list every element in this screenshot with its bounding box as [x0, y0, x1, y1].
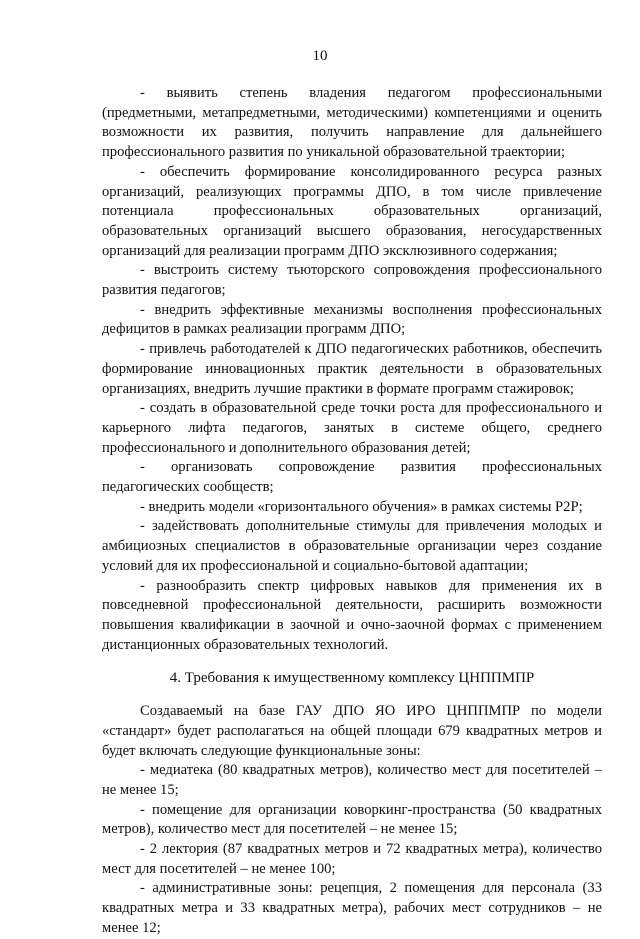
list-item: - задействовать дополнительные стимулы для привлечения молодых и амбициозных специалистов в образовательные организации через создание условий для их профессиональной и социально-бытовой адаптации; — [102, 518, 602, 574]
lead-paragraph: Создаваемый на базе ГАУ ДПО ЯО ИРО ЦНППМПР по модели «стандарт» будет располагаться на общей площади 679 квадратных метров и будет включать следующие функциональные зоны: — [102, 703, 602, 759]
zone-item: - 2 лектория (87 квадратных метров и 72 квадратных метра), количество мест для посетителей – не менее 100; — [102, 841, 602, 877]
list-item: - привлечь работодателей к ДПО педагогических работников, обеспечить формирование инновационных практик деятельности в образовательных организациях, внедрить лучшие практики в формате программ стажировок; — [102, 341, 602, 397]
document-body — [102, 84, 602, 939]
list-item: - организовать сопровождение развития профессиональных педагогических сообществ; — [102, 459, 602, 496]
list-item: - разнообразить спектр цифровых навыков для применения их в повседневной профессиональной деятельности, расширить возможности повышения квалификации в заочной и очно-заочной формах с применением дистанционных образовательных технологий. — [102, 577, 602, 653]
list-item: - внедрить модели «горизонтального обучения» в рамках системы P2P; — [140, 498, 583, 515]
list-item: - выявить степень владения педагогом профессиональными (предметными, метапредметными, методическими) компетенциями и оценить возможности их развития, получить направление для дальнейшего профессионального развития по уникальной образовательной траектории; — [102, 85, 602, 161]
list-item: - обеспечить формирование консолидированного ресурса разных организаций, реализующих программы ДПО, в том числе привлечение потенциала профессиональных образовательных организаций, образовательных организаций высшего образования, негосударственных организаций для реализации программ ДПО эксклюзивного содержания; — [102, 163, 602, 259]
zone-item: - помещение для организации коворкинг-пространства (50 квадратных метров), количество мест для посетителей – не менее 15; — [102, 801, 602, 838]
list-item: - создать в образовательной среде точки роста для профессионального и карьерного лифта педагогов, занятых в системе общего, среднего профессионального и дополнительного образования детей; — [102, 400, 602, 456]
section-heading: 4. Требования к имущественному комплексу ЦНППМПР — [169, 670, 535, 687]
list-item: - выстроить систему тьюторского сопровождения профессионального развития педагогов; — [102, 262, 602, 299]
page-number: 10 — [312, 48, 328, 64]
zone-item: - административные зоны: рецепция, 2 помещения для персонала (33 квадратных метра и 33 квадратных метра), рабочих мест сотрудников – не менее 12; — [102, 880, 602, 936]
zone-item: - медиатека (80 квадратных метров), количество мест для посетителей – не менее 15; — [102, 762, 602, 798]
list-item: - внедрить эффективные механизмы восполнения профессиональных дефицитов в рамках реализации программ ДПО; — [102, 301, 602, 338]
